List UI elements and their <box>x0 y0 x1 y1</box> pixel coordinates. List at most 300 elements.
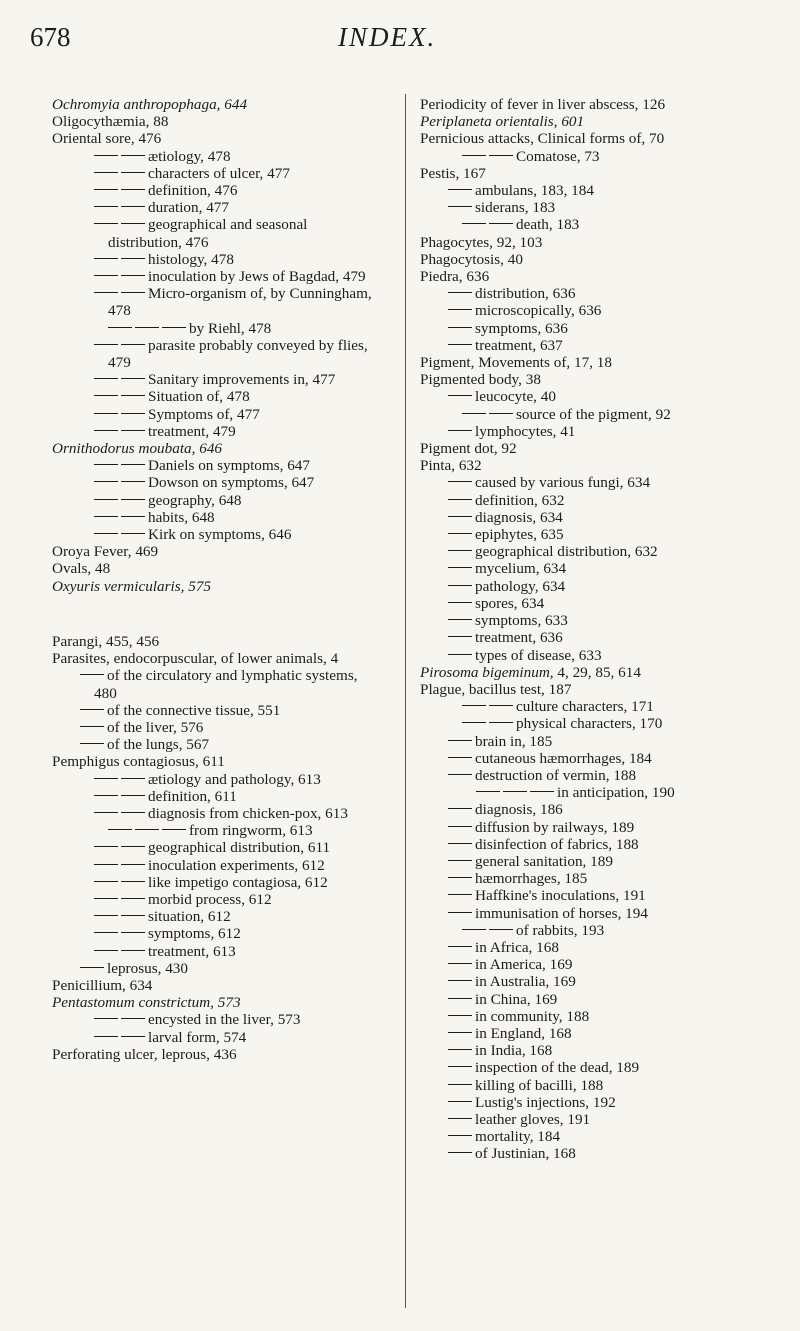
index-entry <box>52 753 382 770</box>
ditto-dash <box>94 481 118 482</box>
index-entry <box>420 234 780 251</box>
index-text: in Australia, 169 <box>475 973 576 991</box>
index-subentry <box>52 337 382 371</box>
ditto-dash <box>476 791 500 792</box>
running-title: INDEX. <box>338 22 437 52</box>
index-text: Pigment dot, 92 <box>420 440 517 458</box>
index-subentry <box>420 285 780 302</box>
ditto-dash <box>94 189 118 190</box>
index-text: Parasites, endocorpuscular, of lower animals, 4 <box>52 650 339 668</box>
index-entry <box>52 1046 382 1063</box>
ditto-dash <box>448 860 472 861</box>
index-text: leprosus, 430 <box>107 959 188 977</box>
index-text: Ornithodorus moubata, 646 <box>52 440 223 458</box>
index-text: histology, 478 <box>148 250 234 268</box>
ditto-dash <box>94 378 118 379</box>
ditto-dash <box>94 206 118 207</box>
index-text: like impetigo contagiosa, 612 <box>148 873 328 891</box>
index-term: Pirosoma bigeminum <box>420 663 550 681</box>
index-subentry <box>52 285 382 319</box>
ditto-dash <box>448 533 472 534</box>
ditto-dash <box>121 292 145 293</box>
index-pages: , 4, 29, 85, 614 <box>549 663 641 681</box>
ditto-dash <box>121 950 145 951</box>
index-subentry <box>420 956 780 973</box>
index-text: Ochromyia anthropophaga, 644 <box>52 96 248 113</box>
ditto-dash <box>448 877 472 878</box>
ditto-dash <box>121 223 145 224</box>
index-text: ætiology, 478 <box>148 147 231 165</box>
index-entry <box>52 977 382 994</box>
index-text: hæmorrhages, 185 <box>475 870 588 888</box>
index-subentry <box>420 302 780 319</box>
index-subentry <box>52 1029 382 1046</box>
ditto-dash <box>448 309 472 310</box>
index-subentry <box>52 736 382 753</box>
ditto-dash <box>121 155 145 156</box>
index-subentry <box>52 423 382 440</box>
ditto-dash <box>121 1018 145 1019</box>
ditto-dash <box>448 206 472 207</box>
index-entry <box>420 457 780 474</box>
index-subentry <box>420 853 780 870</box>
index-entry <box>52 130 382 147</box>
index-text: parasite probably conveyed by flies, 479 <box>108 336 368 372</box>
index-text: of rabbits, 193 <box>516 921 605 939</box>
index-text: disinfection of fabrics, 188 <box>475 835 639 853</box>
index-text: in community, 188 <box>475 1007 590 1025</box>
index-text: Lustig's injections, 192 <box>475 1093 616 1111</box>
index-subentry <box>52 388 382 405</box>
ditto-dash <box>94 464 118 465</box>
ditto-dash <box>94 846 118 847</box>
index-text: culture characters, 171 <box>516 698 654 716</box>
index-subentry <box>420 148 780 165</box>
index-entry <box>420 96 780 113</box>
ditto-dash <box>80 726 104 727</box>
index-text: source of the pigment, 92 <box>516 405 671 423</box>
index-subentry <box>52 822 382 839</box>
index-text: Periodicity of fever in liver abscess, 126 <box>420 96 666 113</box>
index-text: by Riehl, 478 <box>189 319 272 337</box>
index-subentry <box>420 1008 780 1025</box>
ditto-dash <box>448 1032 472 1033</box>
index-text: pathology, 634 <box>475 577 566 595</box>
index-subentry <box>52 891 382 908</box>
index-subentry <box>420 973 780 990</box>
index-entry <box>420 354 780 371</box>
ditto-dash <box>448 654 472 655</box>
ditto-dash <box>94 533 118 534</box>
index-subentry <box>52 148 382 165</box>
index-text: Pinta, 632 <box>420 457 482 475</box>
index-text: leather gloves, 191 <box>475 1110 591 1128</box>
ditto-dash <box>448 344 472 345</box>
index-subentry <box>420 836 780 853</box>
index-entry <box>420 268 780 285</box>
ditto-dash <box>503 791 527 792</box>
index-subentry <box>420 199 780 216</box>
ditto-dash <box>121 533 145 534</box>
ditto-dash <box>135 327 159 328</box>
ditto-dash <box>448 585 472 586</box>
ditto-dash <box>94 155 118 156</box>
ditto-dash <box>448 327 472 328</box>
index-text: Haffkine's inoculations, 191 <box>475 887 646 905</box>
ditto-dash <box>94 172 118 173</box>
ditto-dash <box>530 791 554 792</box>
ditto-dash <box>448 550 472 551</box>
ditto-dash <box>94 275 118 276</box>
ditto-dash <box>94 395 118 396</box>
index-subentry <box>420 509 780 526</box>
ditto-dash <box>121 258 145 259</box>
index-subentry <box>52 526 382 543</box>
index-subentry <box>420 337 780 354</box>
index-subentry <box>52 960 382 977</box>
ditto-dash <box>448 636 472 637</box>
index-subentry <box>52 925 382 942</box>
index-text: definition, 476 <box>148 182 238 200</box>
index-entry <box>52 578 382 595</box>
ditto-dash <box>121 189 145 190</box>
index-text: Plague, bacillus test, 187 <box>420 680 572 698</box>
ditto-dash <box>121 1036 145 1037</box>
index-text: definition, 611 <box>148 787 237 805</box>
index-text: habits, 648 <box>148 508 215 526</box>
ditto-dash <box>121 395 145 396</box>
index-subentry <box>420 320 780 337</box>
ditto-dash <box>121 275 145 276</box>
index-subentry <box>420 1025 780 1042</box>
index-text: Sanitary improvements in, 477 <box>148 371 336 389</box>
index-text: inoculation experiments, 612 <box>148 856 325 874</box>
ditto-dash <box>448 516 472 517</box>
index-text: inspection of the dead, 189 <box>475 1059 640 1077</box>
ditto-dash <box>448 1015 472 1016</box>
index-text: general sanitation, 189 <box>475 852 613 870</box>
index-text: treatment, 637 <box>475 336 563 354</box>
index-subentry <box>420 1042 780 1059</box>
index-text: in America, 169 <box>475 956 573 974</box>
ditto-dash <box>121 915 145 916</box>
index-subentry <box>52 1011 382 1028</box>
index-text: physical characters, 170 <box>516 715 663 733</box>
index-text: Kirk on symptoms, 646 <box>148 526 292 544</box>
index-text: geography, 648 <box>148 491 242 509</box>
index-subentry <box>52 216 382 250</box>
ditto-dash <box>94 812 118 813</box>
index-text: types of disease, 633 <box>475 646 602 664</box>
index-text: Symptoms of, 477 <box>148 405 260 423</box>
index-entry <box>420 664 780 681</box>
ditto-dash <box>162 327 186 328</box>
ditto-dash <box>121 881 145 882</box>
ditto-dash <box>94 430 118 431</box>
index-subentry <box>420 406 780 423</box>
index-text: in England, 168 <box>475 1024 572 1042</box>
index-text: cutaneous hæmorrhages, 184 <box>475 749 652 767</box>
index-subentry <box>52 702 382 719</box>
ditto-dash <box>448 757 472 758</box>
ditto-dash <box>448 1084 472 1085</box>
ditto-dash <box>448 395 472 396</box>
page-number: 678 <box>30 22 71 52</box>
ditto-dash <box>121 932 145 933</box>
index-subentry <box>420 905 780 922</box>
ditto-dash <box>462 929 486 930</box>
ditto-dash <box>121 516 145 517</box>
ditto-dash <box>121 795 145 796</box>
index-text: treatment, 636 <box>475 629 563 647</box>
ditto-dash <box>489 155 513 156</box>
index-subentry <box>420 629 780 646</box>
ditto-dash <box>448 894 472 895</box>
index-subentry <box>420 595 780 612</box>
index-text: microscopically, 636 <box>475 302 602 320</box>
index-text: ambulans, 183, 184 <box>475 182 594 200</box>
index-subentry <box>52 908 382 925</box>
ditto-dash <box>94 795 118 796</box>
index-text: symptoms, 636 <box>475 319 568 337</box>
index-subentry <box>420 1128 780 1145</box>
ditto-dash <box>162 829 186 830</box>
index-text: geographical and seasonal distribution, 476 <box>108 216 308 251</box>
ditto-dash <box>121 812 145 813</box>
index-subentry <box>52 182 382 199</box>
ditto-dash <box>489 223 513 224</box>
index-text: in anticipation, 190 <box>557 784 675 802</box>
index-entry <box>420 681 780 698</box>
index-text: Piedra, 636 <box>420 268 490 286</box>
index-subentry <box>52 371 382 388</box>
index-subentry <box>420 543 780 560</box>
index-text: diagnosis, 634 <box>475 508 563 526</box>
ditto-dash <box>121 344 145 345</box>
ditto-dash <box>121 413 145 414</box>
index-text: distribution, 636 <box>475 285 576 303</box>
index-text: mycelium, 634 <box>475 560 567 578</box>
index-text: situation, 612 <box>148 908 231 926</box>
index-text: caused by various fungi, 634 <box>475 474 651 492</box>
index-subentry <box>52 667 382 701</box>
index-subentry <box>52 771 382 788</box>
ditto-dash <box>80 743 104 744</box>
index-subentry <box>420 733 780 750</box>
index-subentry <box>420 939 780 956</box>
ditto-dash <box>448 980 472 981</box>
ditto-dash <box>448 1066 472 1067</box>
ditto-dash <box>448 963 472 964</box>
index-text: diffusion by railways, 189 <box>475 818 635 836</box>
index-text: destruction of vermin, 188 <box>475 766 637 784</box>
index-entry <box>52 440 382 457</box>
ditto-dash <box>448 567 472 568</box>
ditto-dash <box>489 413 513 414</box>
index-text: Pentastomum constrictum, 573 <box>52 994 241 1012</box>
index-subentry <box>420 801 780 818</box>
ditto-dash <box>80 967 104 968</box>
index-entry <box>52 113 382 130</box>
index-text: lymphocytes, 41 <box>475 422 576 440</box>
ditto-dash <box>448 912 472 913</box>
index-text: leucocyte, 40 <box>475 388 556 406</box>
index-subentry <box>52 320 382 337</box>
ditto-dash <box>108 829 132 830</box>
index-text: Oxyuris vermicularis, 575 <box>52 577 212 595</box>
index-text: geographical distribution, 632 <box>475 543 658 561</box>
ditto-dash <box>80 674 104 675</box>
ditto-dash <box>448 1101 472 1102</box>
section-gap <box>52 595 382 633</box>
ditto-dash <box>462 722 486 723</box>
ditto-dash <box>489 929 513 930</box>
index-subentry <box>420 647 780 664</box>
index-subentry <box>420 182 780 199</box>
index-subentry <box>420 560 780 577</box>
index-text: in Africa, 168 <box>475 938 559 956</box>
index-subentry <box>420 216 780 233</box>
ditto-dash <box>462 413 486 414</box>
ditto-dash <box>448 843 472 844</box>
ditto-dash <box>448 946 472 947</box>
left-index-column <box>52 96 382 1063</box>
ditto-dash <box>94 258 118 259</box>
index-subentry <box>52 492 382 509</box>
ditto-dash <box>121 172 145 173</box>
ditto-dash <box>121 464 145 465</box>
index-text: Oriental sore, 476 <box>52 130 162 148</box>
ditto-dash <box>448 826 472 827</box>
ditto-dash <box>448 292 472 293</box>
ditto-dash <box>121 898 145 899</box>
index-entry <box>52 560 382 577</box>
index-group-o <box>52 96 382 595</box>
index-text: treatment, 613 <box>148 942 236 960</box>
index-text: siderans, 183 <box>475 199 556 217</box>
index-entry <box>420 113 780 130</box>
index-subentry <box>420 750 780 767</box>
ditto-dash <box>448 1049 472 1050</box>
ditto-dash <box>94 1036 118 1037</box>
index-text: killing of bacilli, 188 <box>475 1076 604 1094</box>
index-subentry <box>52 874 382 891</box>
index-text: Pemphigus contagiosus, 611 <box>52 753 225 771</box>
index-entry <box>52 96 382 113</box>
index-subentry <box>420 784 780 801</box>
ditto-dash <box>489 705 513 706</box>
ditto-dash <box>94 864 118 865</box>
index-text: Pestis, 167 <box>420 164 486 182</box>
index-entry <box>420 251 780 268</box>
index-subentry <box>420 1145 780 1162</box>
ditto-dash <box>448 774 472 775</box>
ditto-dash <box>121 481 145 482</box>
right-index-column <box>420 96 780 1163</box>
index-subentry <box>420 887 780 904</box>
ditto-dash <box>94 915 118 916</box>
index-subentry <box>52 943 382 960</box>
index-text: treatment, 479 <box>148 422 236 440</box>
ditto-dash <box>462 155 486 156</box>
index-text: of the lungs, 567 <box>107 736 210 754</box>
index-text: Comatose, 73 <box>516 147 600 165</box>
index-entry <box>420 440 780 457</box>
index-text: of the circulatory and lymphatic systems, 480 <box>94 667 358 702</box>
index-text: immunisation of horses, 194 <box>475 904 648 922</box>
index-text: Pigment, Movements of, 17, 18 <box>420 354 612 372</box>
index-entry <box>52 994 382 1011</box>
index-text: Phagocytosis, 40 <box>420 250 523 268</box>
index-subentry <box>420 612 780 629</box>
index-text: Situation of, 478 <box>148 388 250 406</box>
ditto-dash <box>448 481 472 482</box>
index-subentry <box>52 857 382 874</box>
ditto-dash <box>94 881 118 882</box>
index-subentry <box>420 474 780 491</box>
index-subentry <box>420 819 780 836</box>
index-subentry <box>420 767 780 784</box>
index-text: in India, 168 <box>475 1042 553 1060</box>
index-text: morbid process, 612 <box>148 890 272 908</box>
index-entry <box>420 371 780 388</box>
index-text: Penicillium, 634 <box>52 976 153 994</box>
ditto-dash <box>94 499 118 500</box>
ditto-dash <box>448 808 472 809</box>
index-subentry <box>420 1059 780 1076</box>
index-subentry <box>52 788 382 805</box>
ditto-dash <box>94 932 118 933</box>
index-subentry <box>420 1094 780 1111</box>
index-subentry <box>52 509 382 526</box>
ditto-dash <box>121 378 145 379</box>
index-entry <box>52 650 382 667</box>
index-text: Phagocytes, 92, 103 <box>420 233 543 251</box>
ditto-dash <box>94 516 118 517</box>
ditto-dash <box>94 1018 118 1019</box>
index-subentry <box>420 698 780 715</box>
ditto-dash <box>80 709 104 710</box>
index-text: encysted in the liver, 573 <box>148 1011 301 1029</box>
index-text: in China, 169 <box>475 990 558 1008</box>
index-entry <box>52 543 382 560</box>
index-subentry <box>52 165 382 182</box>
index-subentry <box>420 922 780 939</box>
ditto-dash <box>94 344 118 345</box>
index-subentry <box>420 715 780 732</box>
ditto-dash <box>121 206 145 207</box>
index-text: Dowson on symptoms, 647 <box>148 474 315 492</box>
ditto-dash <box>135 829 159 830</box>
index-subentry <box>420 492 780 509</box>
index-text: spores, 634 <box>475 594 545 612</box>
ditto-dash <box>448 998 472 999</box>
index-text: Perforating ulcer, leprous, 436 <box>52 1045 237 1063</box>
index-text: Parangi, 455, 456 <box>52 632 160 650</box>
index-text: inoculation by Jews of Bagdad, 479 <box>148 268 366 286</box>
index-text: symptoms, 633 <box>475 612 568 630</box>
index-subentry <box>52 457 382 474</box>
ditto-dash <box>448 740 472 741</box>
index-subentry <box>420 1111 780 1128</box>
column-divider <box>405 94 406 1308</box>
index-text: of the connective tissue, 551 <box>107 701 281 719</box>
ditto-dash <box>121 846 145 847</box>
index-subentry <box>420 526 780 543</box>
index-subentry <box>52 805 382 822</box>
index-text: diagnosis from chicken-pox, 613 <box>148 804 348 822</box>
ditto-dash <box>448 1118 472 1119</box>
